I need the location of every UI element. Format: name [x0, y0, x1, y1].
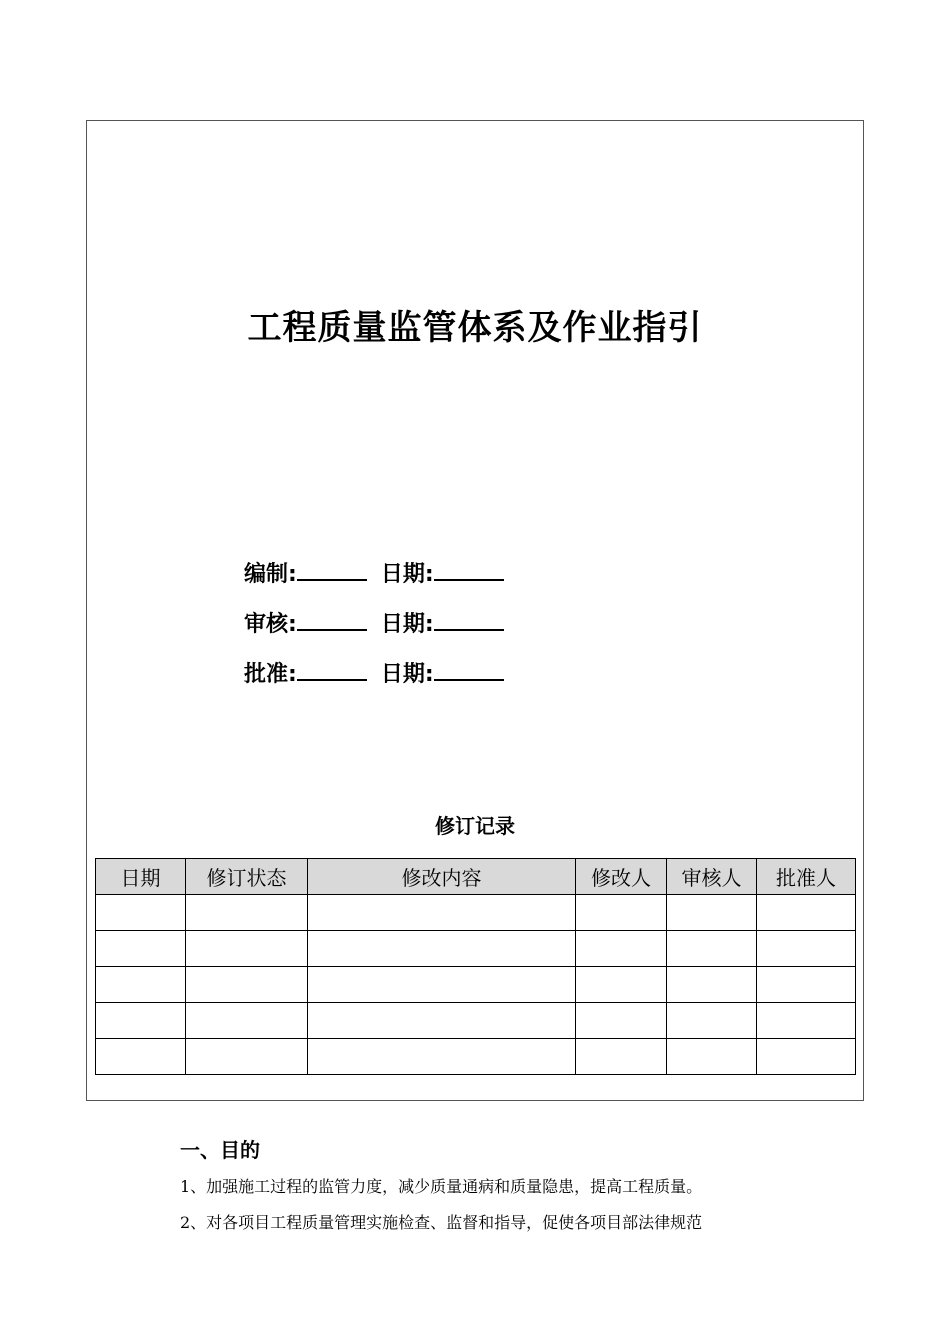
table-cell	[757, 931, 856, 967]
table-cell	[308, 967, 576, 1003]
paragraph-1: 1、加强施工过程的监管力度，减少质量通病和质量隐患，提高工程质量。	[180, 1177, 703, 1196]
revision-record-title: 修订记录	[435, 814, 515, 838]
table-cell	[667, 1039, 757, 1075]
table-row	[96, 931, 856, 967]
header-date: 日期	[96, 859, 186, 895]
header-reviewer: 审核人	[667, 859, 757, 895]
table-cell	[186, 895, 308, 931]
table-row	[96, 895, 856, 931]
table-cell	[576, 1003, 667, 1039]
signature-block	[244, 555, 504, 705]
sign-date-label: 日期:	[380, 562, 434, 587]
table-cell	[757, 895, 856, 931]
section-heading-purpose: 一、目的	[180, 1138, 260, 1162]
sign-role-label: 批准:	[244, 662, 297, 687]
table-cell	[308, 895, 576, 931]
sign-row-compile	[244, 555, 504, 605]
sign-blank	[297, 555, 367, 581]
table-cell	[96, 1003, 186, 1039]
table-cell	[576, 967, 667, 1003]
table-row	[96, 1039, 856, 1075]
table-cell	[757, 1039, 856, 1075]
sign-role-label: 编制:	[244, 562, 297, 587]
document-title: 工程质量监管体系及作业指引	[247, 308, 703, 348]
table-cell	[757, 967, 856, 1003]
table-cell	[576, 931, 667, 967]
date-blank	[434, 605, 504, 631]
date-blank	[434, 555, 504, 581]
sign-blank	[297, 655, 367, 681]
sign-blank	[297, 605, 367, 631]
sign-role-label: 审核:	[244, 612, 297, 637]
table-cell	[96, 967, 186, 1003]
table-row	[96, 1003, 856, 1039]
table-cell	[576, 895, 667, 931]
paragraph-2: 2、对各项目工程质量管理实施检查、监督和指导，促使各项目部法律规范	[180, 1213, 703, 1232]
revision-table	[95, 858, 856, 1075]
table-cell	[667, 931, 757, 967]
table-cell	[308, 931, 576, 967]
table-cell	[667, 967, 757, 1003]
table-cell	[667, 1003, 757, 1039]
table-cell	[757, 1003, 856, 1039]
revision-header-row	[96, 859, 856, 895]
table-cell	[308, 1039, 576, 1075]
sign-date-label: 日期:	[380, 662, 434, 687]
sign-date-label: 日期:	[380, 612, 434, 637]
table-cell	[186, 1039, 308, 1075]
table-cell	[667, 895, 757, 931]
table-cell	[186, 967, 308, 1003]
header-modifier: 修改人	[576, 859, 667, 895]
header-approver: 批准人	[757, 859, 856, 895]
header-change-content: 修改内容	[308, 859, 576, 895]
table-cell	[186, 1003, 308, 1039]
table-cell	[576, 1039, 667, 1075]
table-cell	[186, 931, 308, 967]
table-row	[96, 967, 856, 1003]
header-revision-status: 修订状态	[186, 859, 308, 895]
date-blank	[434, 655, 504, 681]
table-cell	[308, 1003, 576, 1039]
sign-row-approve	[244, 655, 504, 705]
table-cell	[96, 1039, 186, 1075]
sign-row-review	[244, 605, 504, 655]
table-cell	[96, 931, 186, 967]
table-cell	[96, 895, 186, 931]
